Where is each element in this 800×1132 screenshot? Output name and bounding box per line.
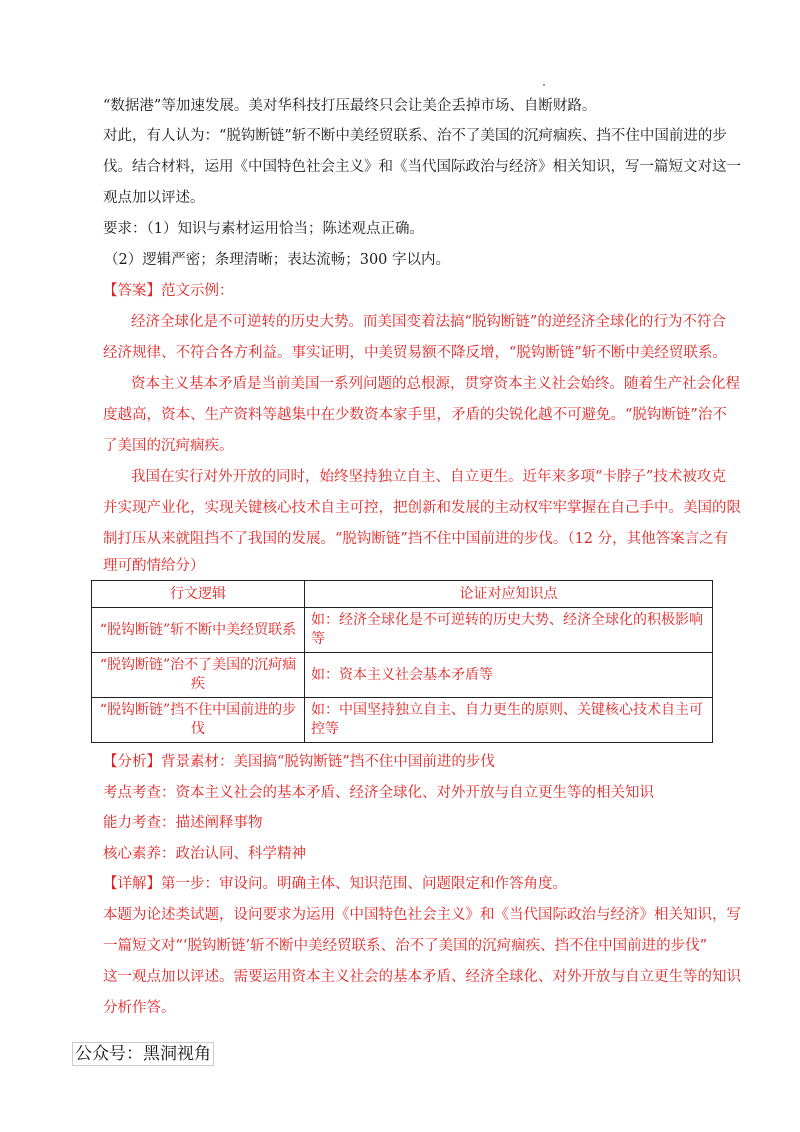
answer-heading: 【答案】范文示例：	[103, 283, 234, 299]
table-cell-logic: “脱钩断链”挡不住中国前进的步伐	[92, 698, 305, 743]
question-line-2: 伐。结合材料，运用《中国特色社会主义》和《当代国际政治与经济》相关知识，写一篇短文对这一	[103, 159, 741, 175]
detail-line-2: 一篇短文对“‘脱钩断链’斩不断中美经贸联系、治不了美国的沉疴痼疾、挡不住中国前进的步伐”	[103, 938, 708, 954]
detail-line-4: 分析作答。	[103, 1000, 176, 1016]
question-line-3: 观点加以评述。	[103, 190, 205, 206]
table-row	[92, 653, 713, 698]
table-header-row	[92, 581, 713, 608]
table-row	[92, 698, 713, 743]
table-cell-logic: “脱钩断链”斩不断中美经贸联系	[92, 608, 305, 653]
analysis-points: 考点考查：资本主义社会的基本矛盾、经济全球化、对外开放与自立更生等的相关知识	[103, 785, 654, 801]
answer-p3-line2: 并实现产业化，实现关键核心技术自主可控，把创新和发展的主动权牢牢掌握在自己手中。美国的限	[103, 500, 741, 516]
answer-p3-line4: 理可酌情给分）	[103, 558, 205, 574]
table-cell-logic: “脱钩断链”治不了美国的沉疴痼疾	[92, 653, 305, 698]
requirement-1: 要求：（1）知识与素材运用恰当；陈述观点正确。	[103, 221, 424, 237]
answer-p2-line3: 了美国的沉疴痼疾。	[103, 438, 234, 454]
stray-mark	[543, 84, 545, 86]
answer-p2-line2: 度越高，资本、生产资料等越集中在少数资本家手里，矛盾的尖锐化越不可避免。“脱钩断链”治不	[103, 407, 727, 423]
requirement-2: （2）逻辑严密；条理清晰；表达流畅；300 字以内。	[104, 252, 451, 268]
answer-p3-line1: 我国在实行对外开放的同时，始终坚持独立自主、自立更生。近年来多项“卡脖子”技术被攻克	[131, 469, 726, 485]
table-cell-knowledge: 如：中国坚持独立自主、自力更生的原则、关键核心技术自主可控等	[305, 698, 713, 743]
answer-p2-line1: 资本主义基本矛盾是当前美国一系列问题的总根源，贯穿资本主义社会始终。随着生产社会化程	[131, 376, 740, 392]
answer-p3-line3: 制打压从来就阻挡不了我国的发展。“脱钩断链”挡不住中国前进的步伐。（12 分，其他答案言之有	[103, 531, 729, 547]
answer-p1-line1: 经济全球化是不可逆转的历史大势。而美国变着法搞“脱钩断链”的逆经济全球化的行为不符合	[131, 314, 726, 330]
table-cell-knowledge: 如：资本主义社会基本矛盾等	[305, 653, 713, 698]
detail-line-1: 本题为论述类试题，设问要求为运用《中国特色社会主义》和《当代国际政治与经济》相关知识，写	[103, 907, 741, 923]
table-row	[92, 608, 713, 653]
table-header-knowledge: 论证对应知识点	[305, 581, 713, 608]
table-cell-knowledge: 如：经济全球化是不可逆转的历史大势、经济全球化的积极影响等	[305, 608, 713, 653]
detail-heading: 【详解】第一步：审设问。明确主体、知识范围、问题限定和作答角度。	[103, 876, 567, 892]
watermark-footer: 公众号：黑洞视角	[72, 1042, 214, 1066]
detail-line-3: 这一观点加以评述。需要运用资本主义社会的基本矛盾、经济全球化、对外开放与自立更生等的知识	[103, 969, 741, 985]
analysis-heading: 【分析】背景素材：美国搞“脱钩断链”挡不住中国前进的步伐	[103, 754, 495, 770]
analysis-ability: 能力考查：描述阐释事物	[103, 815, 263, 831]
rubric-table	[91, 580, 713, 743]
analysis-literacy: 核心素养：政治认同、科学精神	[103, 846, 306, 862]
material-ending: “数据港”等加速发展。美对华科技打压最终只会让美企丢掉市场、自断财路。	[103, 98, 597, 114]
question-line-1: 对此，有人认为：“脱钩断链”斩不断中美经贸联系、治不了美国的沉疴痼疾、挡不住中国前进的步	[103, 128, 727, 144]
answer-p1-line2: 经济规律、不符合各方利益。事实证明，中美贸易额不降反增，“脱钩断链”斩不断中美经贸联系。	[103, 345, 727, 361]
table-header-logic: 行文逻辑	[92, 581, 305, 608]
